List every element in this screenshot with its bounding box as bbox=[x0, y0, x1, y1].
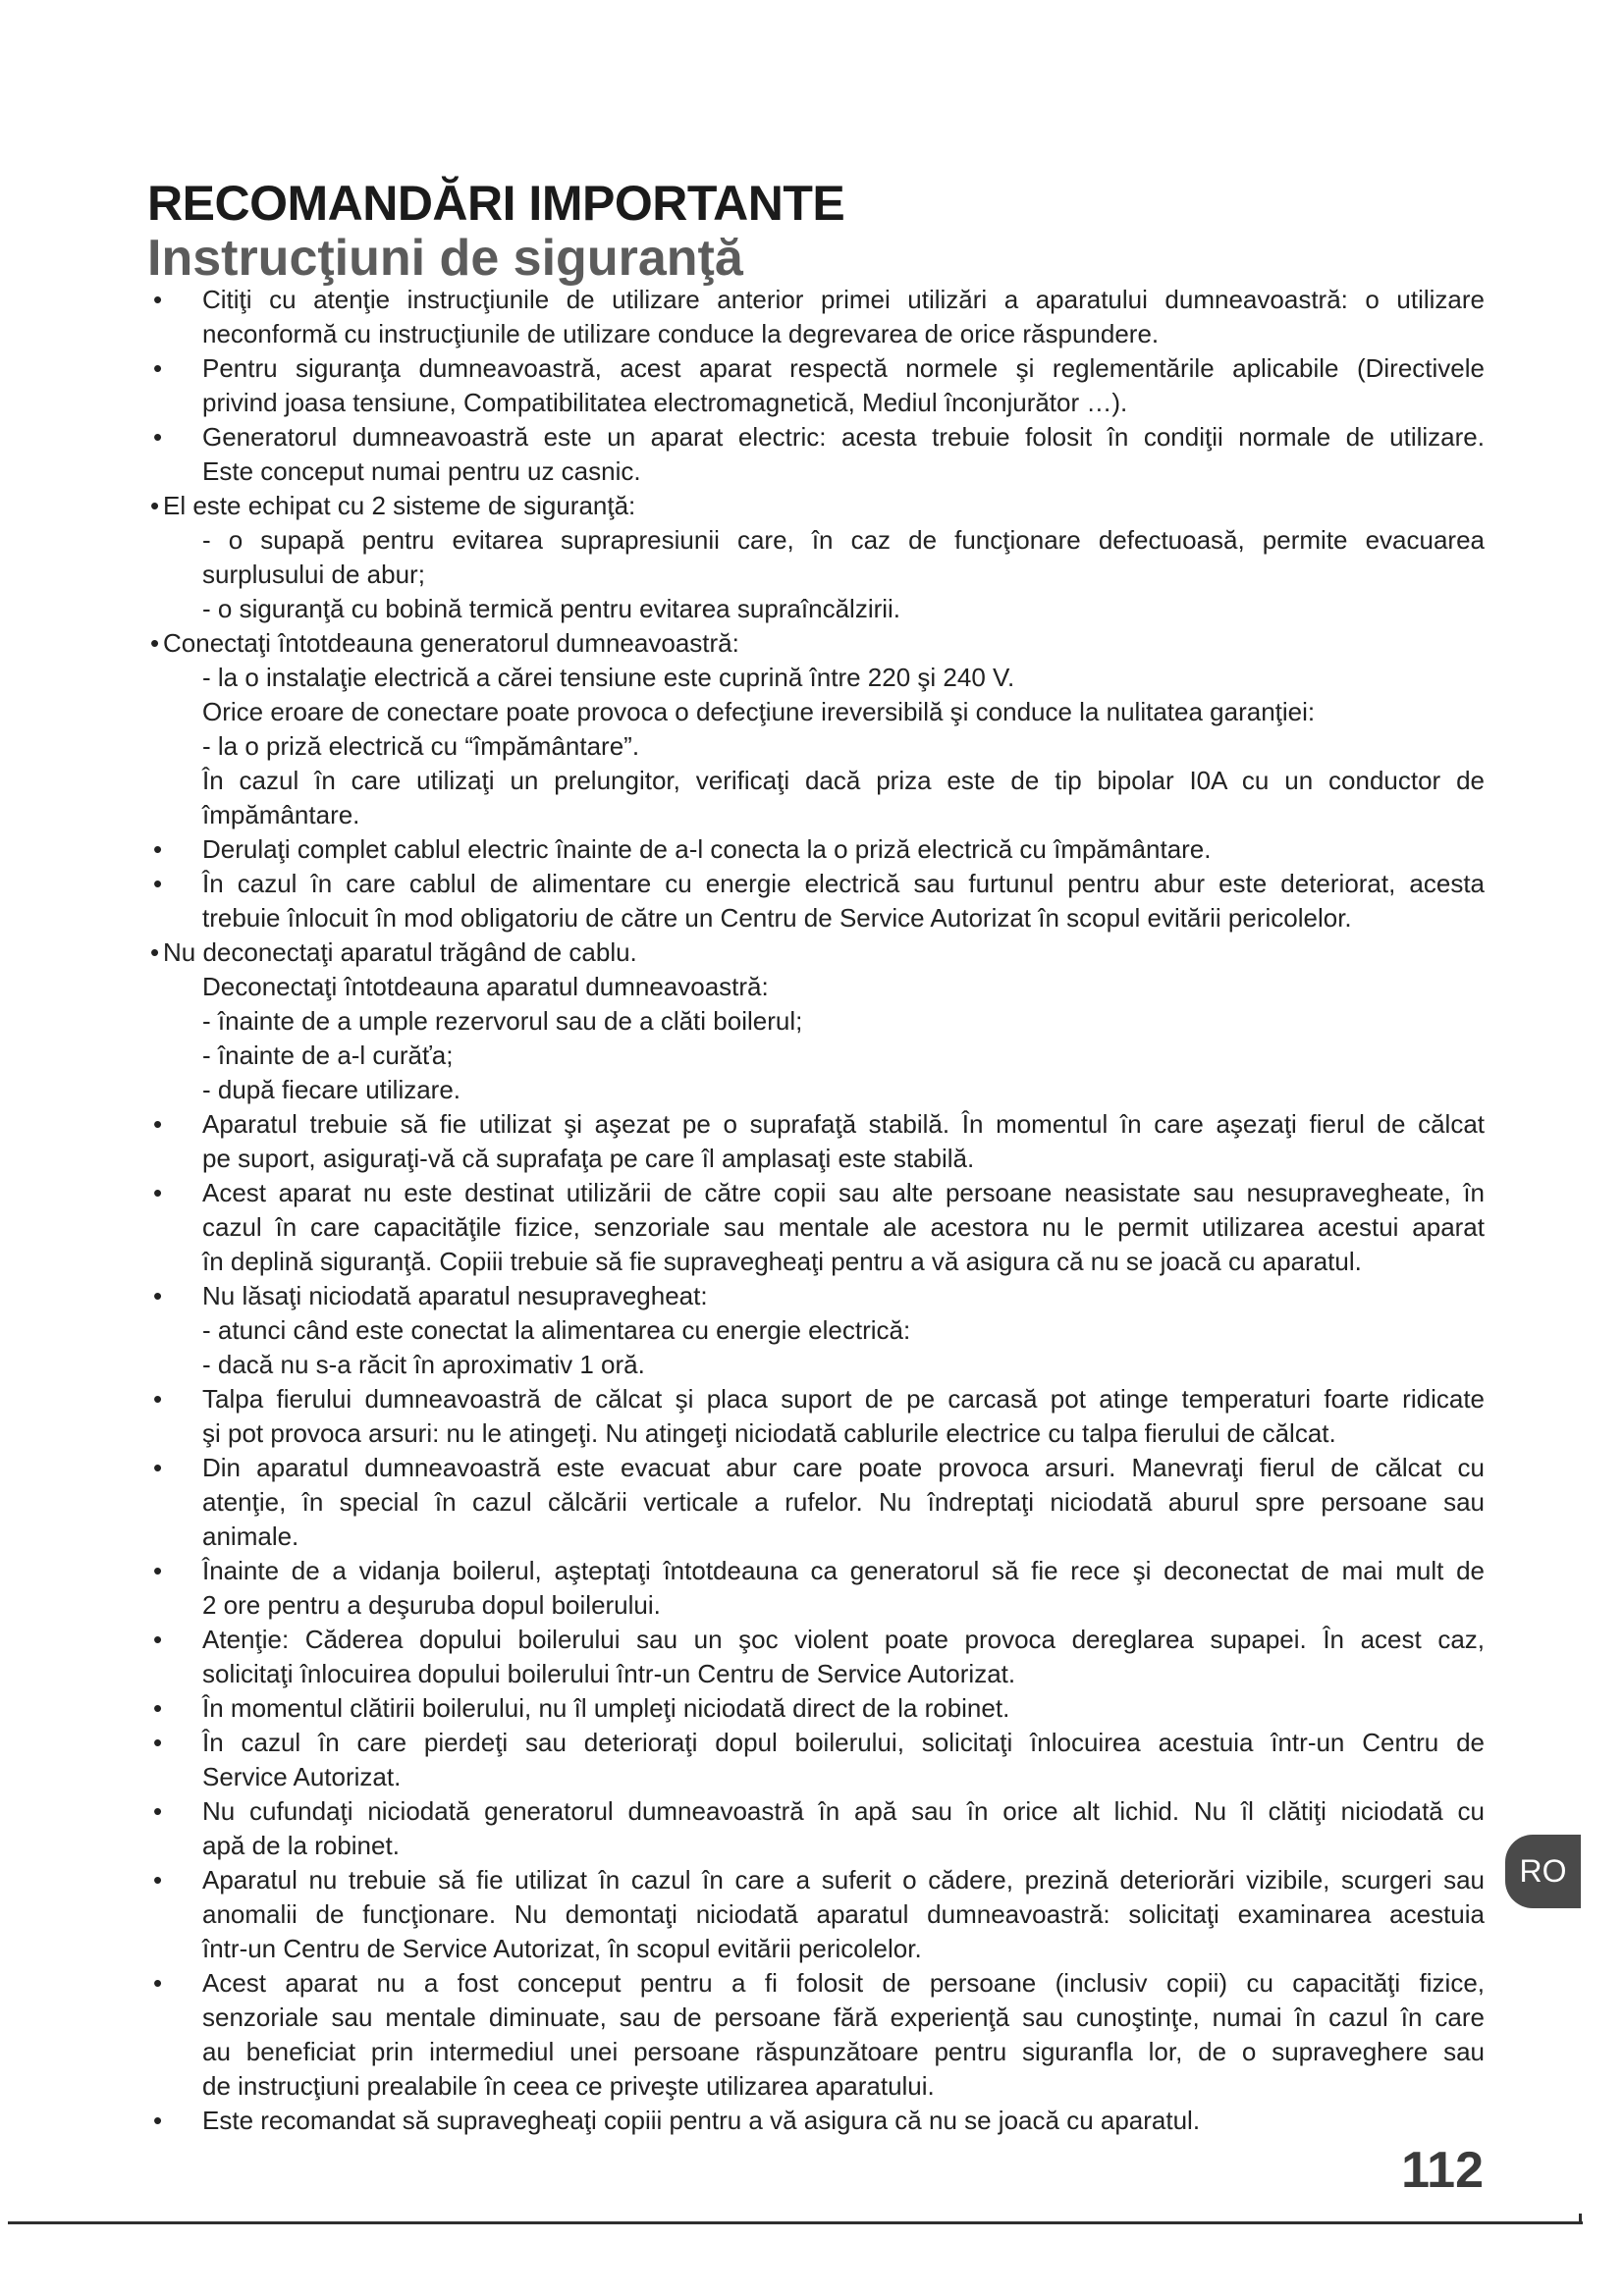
text-line bbox=[147, 1210, 1485, 1245]
line-text: - după fiecare utilizare. bbox=[202, 1075, 461, 1104]
text-line bbox=[147, 1279, 1485, 1313]
line-text: animale. bbox=[202, 1522, 299, 1551]
text-line bbox=[147, 1176, 1485, 1210]
text-line bbox=[147, 1726, 1485, 1760]
bullet: • bbox=[153, 869, 163, 898]
safety-item bbox=[147, 1726, 1485, 1794]
line-text: În momentul clătirii boilerului, nu îl umpleţi niciodată direct de la robinet. bbox=[202, 1693, 1010, 1723]
bullet: • bbox=[153, 1865, 163, 1895]
line-text: 2 ore pentru a deşuruba dopul boilerului. bbox=[202, 1590, 661, 1620]
bullet: • bbox=[153, 285, 163, 314]
safety-item bbox=[147, 626, 1485, 832]
text-line bbox=[147, 2001, 1485, 2035]
line-text: apă de la robinet. bbox=[202, 1831, 400, 1860]
text-line bbox=[147, 1245, 1485, 1279]
line-text: solicitaţi înlocuirea dopului boilerului într-un Centru de Service Autorizat. bbox=[202, 1659, 1016, 1688]
bullet: • bbox=[153, 1178, 163, 1207]
text-line bbox=[147, 970, 1485, 1004]
text-line bbox=[147, 1588, 1485, 1623]
line-text: Nu cufundaţi niciodată generatorul dumneavoastră în apă sau în orice alt lichid. Nu îl clătiţi niciodată cu bbox=[202, 1796, 1485, 1826]
text-line bbox=[147, 1760, 1485, 1794]
text-line bbox=[147, 523, 1485, 558]
line-text: Atenţie: Căderea dopului boilerului sau un şoc violent poate provoca dereglarea supapei. În acest caz, bbox=[202, 1625, 1485, 1654]
line-text: În cazul în care pierdeţi sau deterioraţi dopul boilerului, solicitaţi înlocuirea acestuia într-un Centru de bbox=[202, 1728, 1485, 1757]
line-text: anomalii de funcţionare. Nu demontaţi niciodată aparatul dumneavoastră: solicitaţi examinarea acestuia bbox=[202, 1899, 1485, 1929]
safety-item bbox=[147, 832, 1485, 867]
line-text: - la o instalaţie electrică a cărei tensiune este cuprină între 220 şi 240 V. bbox=[202, 663, 1015, 692]
text-line bbox=[147, 1623, 1485, 1657]
text-line bbox=[147, 1348, 1485, 1382]
text-line bbox=[147, 901, 1485, 935]
line-text: surplusului de abur; bbox=[202, 560, 425, 589]
safety-item bbox=[147, 935, 1485, 1107]
bullet: • bbox=[153, 1968, 163, 1998]
safety-item bbox=[147, 1623, 1485, 1691]
safety-item bbox=[147, 1451, 1485, 1554]
line-text: într-un Centru de Service Autorizat, în scopul evitării pericolelor. bbox=[202, 1934, 922, 1963]
text-line bbox=[147, 386, 1485, 420]
line-text: Pentru siguranţa dumneavoastră, acest aparat respectă normele şi reglementările aplicabile (Directivele bbox=[202, 353, 1485, 383]
text-line bbox=[147, 1313, 1485, 1348]
footer-rule bbox=[8, 2221, 1583, 2224]
safety-item bbox=[147, 1176, 1485, 1279]
text-line bbox=[147, 935, 1485, 970]
line-text: împământare. bbox=[202, 800, 360, 829]
safety-instructions-list bbox=[147, 283, 1485, 2138]
bullet: • bbox=[150, 937, 160, 967]
text-line bbox=[147, 489, 1485, 523]
bullet: • bbox=[153, 1109, 163, 1139]
line-text: În cazul în care cablul de alimentare cu energie electrică sau furtunul pentru abur este deteriorat, acesta bbox=[202, 869, 1485, 898]
safety-item bbox=[147, 1279, 1485, 1382]
line-text: - o supapă pentru evitarea suprapresiunii care, în caz de funcţionare defectuoasă, permite evacuarea bbox=[202, 525, 1485, 555]
line-text: Este conceput numai pentru uz casnic. bbox=[202, 456, 641, 486]
bullet: • bbox=[153, 2106, 163, 2135]
text-line bbox=[147, 832, 1485, 867]
text-line bbox=[147, 1966, 1485, 2001]
text-line bbox=[147, 867, 1485, 901]
footer-rule-tick bbox=[1579, 2214, 1582, 2222]
line-text: Acest aparat nu este destinat utilizării de către copii sau alte persoane neasistate sau nesupravegheate, în bbox=[202, 1178, 1485, 1207]
safety-item bbox=[147, 489, 1485, 626]
line-text: neconformă cu instrucţiunile de utilizare conduce la degrevarea de orice răspundere. bbox=[202, 319, 1160, 348]
line-text: Orice eroare de conectare poate provoca o defecţiune ireversibilă şi conduce la nulitatea garanţiei: bbox=[202, 697, 1316, 726]
text-line bbox=[147, 1554, 1485, 1588]
text-line bbox=[147, 317, 1485, 351]
text-line bbox=[147, 592, 1485, 626]
text-line bbox=[147, 1691, 1485, 1726]
line-text: Aparatul trebuie să fie utilizat şi aşezat pe o suprafaţă stabilă. În momentul în care aşezaţi fierul de călcat bbox=[202, 1109, 1485, 1139]
line-text: Înainte de a vidanja boilerul, aşteptaţi întotdeauna ca generatorul să fie rece şi deconectat de mai mult de bbox=[202, 1556, 1485, 1585]
text-line bbox=[147, 1932, 1485, 1966]
safety-item bbox=[147, 420, 1485, 489]
line-text: de instrucţiuni prealabile în ceea ce priveşte utilizarea aparatului. bbox=[202, 2071, 935, 2101]
bullet: • bbox=[153, 1384, 163, 1414]
text-line bbox=[147, 1485, 1485, 1520]
text-line bbox=[147, 2104, 1485, 2138]
safety-item bbox=[147, 351, 1485, 420]
text-line bbox=[147, 1039, 1485, 1073]
text-line bbox=[147, 661, 1485, 695]
text-line bbox=[147, 454, 1485, 489]
text-line bbox=[147, 1142, 1485, 1176]
text-line bbox=[147, 283, 1485, 317]
bullet: • bbox=[150, 628, 160, 658]
bullet: • bbox=[153, 1796, 163, 1826]
line-text: cazul în care capacităţile fizice, senzoriale sau mentale ale acestora nu le permit utilizarea acestui aparat bbox=[202, 1212, 1485, 1242]
line-text: În cazul în care utilizaţi un prelungitor, verificaţi dacă priza este de tip bipolar I0A cu un conductor de bbox=[202, 766, 1485, 795]
line-text: Acest aparat nu a fost conceput pentru a fi folosit de persoane (inclusiv copii) cu capacităţi fizice, bbox=[202, 1968, 1485, 1998]
line-text: - o siguranţă cu bobină termică pentru evitarea supraîncălzirii. bbox=[202, 594, 901, 623]
line-text: Aparatul nu trebuie să fie utilizat în cazul în care a suferit o cădere, prezină deteriorări vizibile, scurgeri sau bbox=[202, 1865, 1485, 1895]
line-text: în deplină siguranţă. Copiii trebuie să fie supravegheaţi pentru a vă asigura că nu se joacă cu aparatul. bbox=[202, 1247, 1362, 1276]
line-text: privind joasa tensiune, Compatibilitatea electromagnetică, Mediul înconjurător …). bbox=[202, 388, 1128, 417]
safety-item bbox=[147, 1966, 1485, 2104]
text-line bbox=[147, 2069, 1485, 2104]
line-text: Service Autorizat. bbox=[202, 1762, 402, 1791]
text-line bbox=[147, 626, 1485, 661]
bullet: • bbox=[153, 1281, 163, 1310]
text-line bbox=[147, 729, 1485, 764]
safety-item bbox=[147, 1382, 1485, 1451]
text-line bbox=[147, 420, 1485, 454]
bullet: • bbox=[153, 1728, 163, 1757]
text-line bbox=[147, 2035, 1485, 2069]
line-text: Nu lăsaţi niciodată aparatul nesupravegheat: bbox=[202, 1281, 708, 1310]
safety-item bbox=[147, 283, 1485, 351]
line-text: El este echipat cu 2 sisteme de siguranţă: bbox=[163, 491, 636, 520]
language-tab: RO bbox=[1505, 1835, 1581, 1908]
line-text: Derulaţi complet cablul electric înainte de a-l conecta la o priză electrică cu împământare. bbox=[202, 834, 1212, 864]
bullet: • bbox=[153, 1625, 163, 1654]
bullet: • bbox=[150, 491, 160, 520]
line-text: au beneficiat prin intermediul unei persoane răspunzătoare pentru siguranfla lor, de o supraveghere sau bbox=[202, 2037, 1485, 2066]
text-line bbox=[147, 558, 1485, 592]
bullet: • bbox=[153, 834, 163, 864]
text-line bbox=[147, 1897, 1485, 1932]
safety-item bbox=[147, 2104, 1485, 2138]
page-number: 112 bbox=[1401, 2142, 1484, 2199]
safety-item bbox=[147, 1863, 1485, 1966]
bullet: • bbox=[153, 1453, 163, 1482]
line-text: - la o priză electrică cu “împământare”. bbox=[202, 731, 640, 761]
line-text: trebuie înlocuit în mod obligatoriu de către un Centru de Service Autorizat în scopul evitării pericolelor. bbox=[202, 903, 1352, 933]
text-line bbox=[147, 1107, 1485, 1142]
line-text: Nu deconectaţi aparatul trăgând de cablu. bbox=[163, 937, 637, 967]
text-line bbox=[147, 1451, 1485, 1485]
line-text: - înainte de a umple rezervorul sau de a clăti boilerul; bbox=[202, 1006, 803, 1036]
line-text: şi pot provoca arsuri: nu le atingeţi. Nu atingeţi niciodată cablurile electrice cu talpa fierului de călcat. bbox=[202, 1418, 1336, 1448]
line-text: Conectaţi întotdeauna generatorul dumneavoastră: bbox=[163, 628, 739, 658]
line-text: Din aparatul dumneavoastră este evacuat abur care poate provoca arsuri. Manevraţi fierul de călcat cu bbox=[202, 1453, 1485, 1482]
safety-item bbox=[147, 1691, 1485, 1726]
line-text: - dacă nu s-a răcit în aproximativ 1 oră. bbox=[202, 1350, 645, 1379]
text-line bbox=[147, 1829, 1485, 1863]
line-text: pe suport, asiguraţi-vă că suprafaţa pe care îl amplasaţi este stabilă. bbox=[202, 1144, 975, 1173]
line-text: Citiţi cu atenţie instrucţiunile de utilizare anterior primei utilizări a aparatului dumneavoastră: o utilizare bbox=[202, 285, 1485, 314]
safety-item bbox=[147, 1554, 1485, 1623]
safety-item bbox=[147, 1794, 1485, 1863]
text-line bbox=[147, 1382, 1485, 1416]
line-text: Generatorul dumneavoastră este un aparat electric: acesta trebuie folosit în condiţii normale de utilizare. bbox=[202, 422, 1485, 452]
section-subtitle: Instrucţiuni de siguranţă bbox=[147, 230, 743, 287]
text-line bbox=[147, 1520, 1485, 1554]
text-line bbox=[147, 798, 1485, 832]
text-line bbox=[147, 1657, 1485, 1691]
bullet: • bbox=[153, 1556, 163, 1585]
bullet: • bbox=[153, 353, 163, 383]
safety-item bbox=[147, 1107, 1485, 1176]
bullet: • bbox=[153, 422, 163, 452]
text-line bbox=[147, 1863, 1485, 1897]
text-line bbox=[147, 1416, 1485, 1451]
bullet: • bbox=[153, 1693, 163, 1723]
line-text: senzoriale sau mentale diminuate, sau de persoane fără experienţă sau cunoştinţe, numai în cazul în care bbox=[202, 2002, 1485, 2032]
line-text: - atunci când este conectat la alimentarea cu energie electrică: bbox=[202, 1315, 911, 1345]
page-title: RECOMANDĂRI IMPORTANTE bbox=[147, 176, 845, 231]
line-text: Deconectaţi întotdeauna aparatul dumneavoastră: bbox=[202, 972, 769, 1001]
text-line bbox=[147, 1794, 1485, 1829]
text-line bbox=[147, 695, 1485, 729]
line-text: - înainte de a-l curăťa; bbox=[202, 1041, 454, 1070]
line-text: Talpa fierului dumneavoastră de călcat şi placa suport de pe carcasă pot atinge temperaturi foarte ridicate bbox=[202, 1384, 1485, 1414]
text-line bbox=[147, 1004, 1485, 1039]
text-line bbox=[147, 1073, 1485, 1107]
line-text: atenţie, în special în cazul călcării verticale a rufelor. Nu îndreptaţi niciodată aburul spre persoane sau bbox=[202, 1487, 1485, 1517]
text-line bbox=[147, 351, 1485, 386]
safety-item bbox=[147, 867, 1485, 935]
line-text: Este recomandat să supravegheaţi copiii pentru a vă asigura că nu se joacă cu aparatul. bbox=[202, 2106, 1201, 2135]
text-line bbox=[147, 764, 1485, 798]
